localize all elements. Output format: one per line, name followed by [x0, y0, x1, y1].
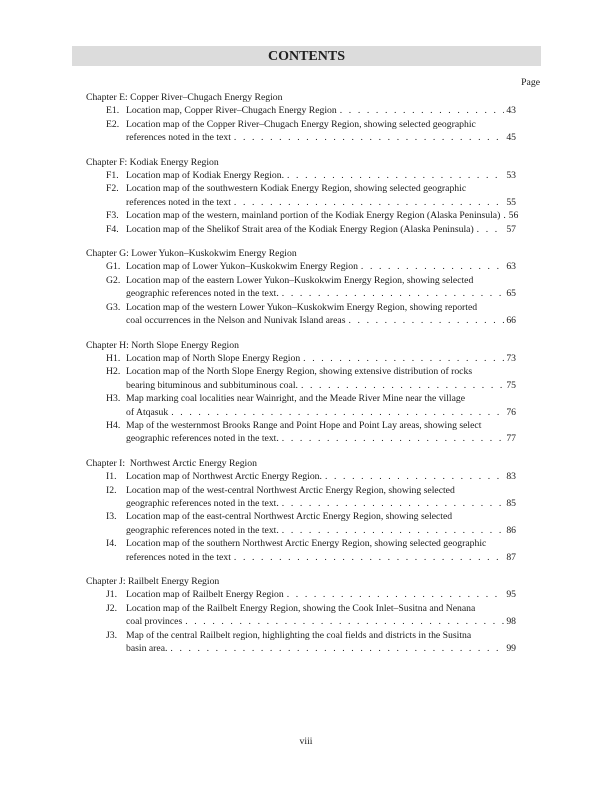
dot-leader — [182, 615, 504, 628]
toc-entry[interactable] — [86, 169, 516, 182]
toc-entry[interactable] — [86, 260, 516, 273]
dot-leader — [279, 432, 504, 445]
toc-chapter — [86, 156, 519, 236]
page-ref: 53 — [506, 170, 516, 182]
entry-caption: geographic references noted in the text. — [126, 524, 279, 536]
dot-leader — [300, 352, 504, 365]
chapter-title: Chapter J: Railbelt Energy Region — [86, 576, 220, 587]
entry-caption: references noted in the text — [126, 132, 231, 144]
toc-entry[interactable] — [86, 629, 516, 656]
entry-caption: bearing bituminous and subbituminous coal. — [126, 379, 298, 391]
toc-entry[interactable] — [86, 484, 516, 511]
dot-leader — [474, 223, 504, 236]
dot-leader — [167, 642, 504, 655]
toc-entry[interactable] — [86, 588, 516, 601]
entry-caption: Location map of the southwestern Kodiak Energy Region, showing selected geographic — [126, 183, 467, 195]
entry-caption: Location map of Kodiak Energy Region. — [126, 170, 285, 182]
figure-number: H4. — [106, 419, 121, 431]
entry-caption: geographic references noted in the text. — [126, 497, 279, 509]
figure-number: H2. — [106, 366, 121, 378]
chapter-title: Chapter G: Lower Yukon–Kuskokwim Energy Region — [86, 248, 297, 260]
figure-number: J1. — [106, 589, 118, 601]
toc-entry[interactable] — [86, 301, 516, 328]
page-column-label: Page — [521, 77, 540, 88]
toc-entry[interactable] — [86, 419, 516, 446]
page-ref: 57 — [506, 223, 516, 235]
entry-caption: Location map of the southern Northwest Arctic Energy Region, showing selected geographic — [126, 538, 487, 550]
entry-caption: Map of the central Railbelt region, highlighting the coal fields and districts in the Susitna — [126, 629, 472, 641]
figure-number: F3. — [106, 210, 119, 222]
entry-caption: Location map of the western, mainland portion of the Kodiak Energy Region (Alaska Peninsula) — [126, 210, 501, 222]
entry-caption: geographic references noted in the text. — [126, 288, 279, 300]
toc-entry[interactable] — [86, 470, 516, 483]
figure-number: I3. — [106, 511, 117, 523]
dot-leader — [231, 131, 504, 144]
figure-number: I2. — [106, 484, 117, 496]
page-ref: 56 — [508, 210, 519, 222]
figure-number: I1. — [106, 471, 117, 483]
figure-number: G3. — [106, 301, 121, 313]
page-ref: 76 — [506, 406, 516, 418]
page-ref: 86 — [506, 524, 516, 536]
entry-caption: Location map of the eastern Lower Yukon–Kuskokwim Energy Region, showing selected — [126, 274, 474, 286]
figure-number: G1. — [106, 261, 121, 273]
entry-caption: Location map of the western Lower Yukon–Kuskokwim Energy Region, showing reported — [126, 301, 478, 313]
figure-number: E1. — [106, 105, 120, 117]
toc-entry[interactable] — [86, 365, 516, 392]
table-of-contents — [86, 91, 519, 666]
entry-caption: Location map of the Railbelt Energy Region, showing the Cook Inlet–Susitna and Nenana — [126, 602, 476, 614]
entry-caption: Location map of the Shelikof Strait area of the Kodiak Energy Region (Alaska Peninsula) — [126, 223, 474, 235]
figure-number: H1. — [106, 352, 121, 364]
entry-caption: coal occurrences in the Nelson and Nunivak Island areas — [126, 315, 346, 327]
chapter-title: Chapter H: North Slope Energy Region — [86, 339, 239, 351]
entry-caption: Location map of Lower Yukon–Kuskokwim Energy Region — [126, 261, 358, 273]
dot-leader — [231, 551, 504, 564]
entry-caption: Location map of Northwest Arctic Energy Region. — [126, 471, 322, 483]
figure-number: E2. — [106, 118, 120, 130]
toc-entry[interactable] — [86, 392, 516, 419]
page-ref: 75 — [506, 379, 516, 391]
toc-chapter — [86, 457, 516, 564]
toc-chapter — [86, 575, 516, 655]
entry-caption: Location map of Railbelt Energy Region — [126, 589, 284, 601]
figure-number: F4. — [106, 223, 119, 235]
page-ref: 65 — [506, 288, 516, 300]
page-ref: 73 — [506, 352, 516, 364]
toc-entry[interactable] — [86, 274, 516, 301]
entry-caption: references noted in the text — [126, 551, 231, 563]
figure-number: F2. — [106, 183, 119, 195]
entry-caption: Map of the westernmost Brooks Range and Point Hope and Point Lay areas, showing select — [126, 419, 482, 431]
entry-caption: Location map of the west-central Northwest Arctic Energy Region, showing selected — [126, 484, 455, 496]
page-ref: 45 — [506, 132, 516, 144]
figure-number: H3. — [106, 393, 121, 405]
chapter-title: Chapter E: Copper River–Chugach Energy Region — [86, 92, 283, 103]
entry-caption: Location map, Copper River–Chugach Energy Region — [126, 105, 337, 117]
dot-leader — [322, 470, 504, 483]
dot-leader — [231, 196, 504, 209]
toc-entry[interactable] — [86, 223, 516, 236]
page-ref: 63 — [506, 261, 516, 273]
page-ref: 77 — [506, 433, 516, 445]
toc-chapter — [86, 91, 516, 145]
page-ref: 55 — [506, 196, 516, 208]
toc-entry[interactable] — [86, 537, 516, 564]
toc-entry[interactable] — [86, 104, 516, 117]
entry-caption: coal provinces — [126, 616, 183, 628]
contents-heading: CONTENTS — [72, 46, 541, 66]
entry-caption: geographic references noted in the text. — [126, 433, 279, 445]
entry-caption: Location map of the North Slope Energy Region, showing extensive distribution of rocks — [126, 366, 473, 378]
dot-leader — [358, 260, 504, 273]
entry-caption: Location map of the east-central Northwest Arctic Energy Region, showing selected — [126, 511, 453, 523]
toc-entry[interactable] — [86, 510, 516, 537]
page-ref: 83 — [506, 471, 516, 483]
dot-leader — [168, 406, 504, 419]
page-ref: 98 — [506, 616, 516, 628]
toc-entry[interactable] — [86, 352, 516, 365]
entry-caption: Location map of North Slope Energy Region — [126, 352, 301, 364]
dot-leader — [279, 524, 504, 537]
figure-number: J3. — [106, 629, 118, 641]
toc-chapter — [86, 247, 516, 327]
figure-number: F1. — [106, 170, 119, 182]
toc-entry[interactable] — [86, 182, 516, 209]
dot-leader — [279, 497, 504, 510]
entry-caption: basin area. — [126, 643, 168, 655]
toc-chapter — [86, 339, 516, 446]
chapter-title: Chapter F: Kodiak Energy Region — [86, 156, 219, 168]
entry-caption: Location map of the Copper River–Chugach Energy Region, showing selected geographic — [126, 118, 476, 130]
entry-caption: references noted in the text — [126, 196, 231, 208]
toc-entry[interactable] — [86, 209, 519, 222]
chapter-title: Chapter I: Northwest Arctic Energy Region — [86, 457, 257, 469]
dot-leader — [337, 104, 504, 117]
entry-caption: Map marking coal localities near Wainright, and the Meade River Mine near the village — [126, 393, 466, 405]
dot-leader — [298, 379, 504, 392]
page-ref: 85 — [506, 497, 516, 509]
figure-number: G2. — [106, 274, 121, 286]
toc-entry[interactable] — [86, 602, 516, 629]
toc-entry[interactable] — [86, 118, 516, 145]
page-ref: 66 — [506, 315, 516, 327]
page-ref: 99 — [506, 643, 516, 655]
entry-caption: of Atqasuk — [126, 406, 169, 418]
figure-number: J2. — [106, 602, 118, 614]
page-number: viii — [299, 736, 313, 747]
dot-leader — [279, 287, 504, 300]
page-ref: 87 — [506, 551, 516, 563]
dot-leader — [346, 314, 505, 327]
dot-leader — [284, 169, 504, 182]
dot-leader — [284, 588, 504, 601]
figure-number: I4. — [106, 538, 117, 550]
page-ref: 95 — [506, 589, 516, 601]
page-ref: 43 — [506, 105, 516, 117]
